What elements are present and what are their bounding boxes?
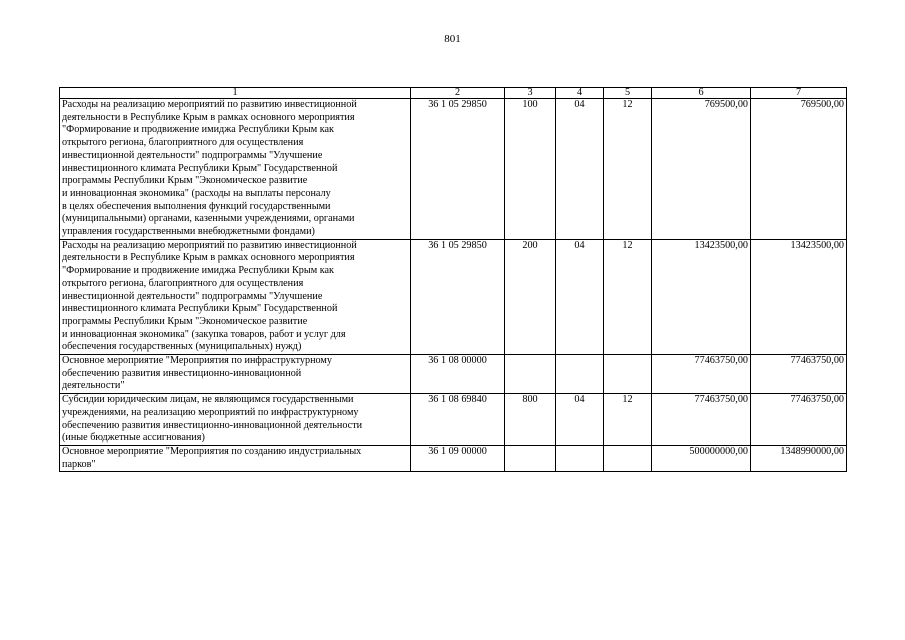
row-amount-7: 77463750,00 bbox=[751, 355, 847, 394]
row-col-3: 200 bbox=[505, 239, 556, 354]
row-amount-7: 77463750,00 bbox=[751, 394, 847, 446]
row-code: 36 1 09 00000 bbox=[411, 445, 505, 471]
table-row bbox=[60, 239, 847, 354]
page-number: 801 bbox=[444, 33, 461, 45]
row-col-4: 04 bbox=[556, 99, 604, 240]
description-line: программы Республики Крым "Экономическое развитие bbox=[62, 315, 308, 327]
description-line: открытого региона, благоприятного для осуществления bbox=[62, 277, 304, 289]
header-col-7: 7 bbox=[751, 88, 847, 99]
row-amount-7: 1348990000,00 bbox=[751, 445, 847, 471]
description-line: в целях обеспечения выполнения функций государственными bbox=[62, 200, 331, 212]
row-col-4: 04 bbox=[556, 239, 604, 354]
row-description bbox=[60, 445, 411, 471]
row-code: 36 1 05 29850 bbox=[411, 239, 505, 354]
description-line: и инновационная экономика" (расходы на выплаты персоналу bbox=[62, 187, 331, 199]
description-line: Расходы на реализацию мероприятий по развитию инвестиционной bbox=[62, 239, 357, 251]
description-line: открытого региона, благоприятного для осуществления bbox=[62, 137, 304, 149]
table-row bbox=[60, 445, 847, 471]
header-col-3: 3 bbox=[505, 88, 556, 99]
header-col-5: 5 bbox=[604, 88, 652, 99]
row-col-3 bbox=[505, 445, 556, 471]
header-col-1: 1 bbox=[60, 88, 411, 99]
description-line: обеспечению развития инвестиционно-инновационной bbox=[62, 367, 302, 379]
table-row bbox=[60, 355, 847, 394]
row-amount-6: 77463750,00 bbox=[652, 394, 751, 446]
row-description bbox=[60, 355, 411, 394]
description-line: парков" bbox=[62, 458, 96, 470]
row-code: 36 1 08 00000 bbox=[411, 355, 505, 394]
row-description bbox=[60, 99, 411, 240]
row-description bbox=[60, 394, 411, 446]
description-line: (иные бюджетные ассигнования) bbox=[62, 432, 205, 444]
row-amount-7: 769500,00 bbox=[751, 99, 847, 240]
row-col-5: 12 bbox=[604, 394, 652, 446]
row-amount-6: 77463750,00 bbox=[652, 355, 751, 394]
row-col-4 bbox=[556, 445, 604, 471]
row-amount-6: 500000000,00 bbox=[652, 445, 751, 471]
description-line: деятельности в Республике Крым в рамках основного мероприятия bbox=[62, 252, 355, 264]
description-line: Основное мероприятие "Мероприятия по инфраструктурному bbox=[62, 355, 332, 367]
row-col-4: 04 bbox=[556, 394, 604, 446]
description-line: Основное мероприятие "Мероприятия по созданию индустриальных bbox=[62, 445, 362, 457]
budget-table bbox=[59, 87, 847, 472]
header-col-2: 2 bbox=[411, 88, 505, 99]
row-description bbox=[60, 239, 411, 354]
row-col-3 bbox=[505, 355, 556, 394]
description-line: инвестиционного климата Республики Крым" Государственной bbox=[62, 162, 338, 174]
row-col-5: 12 bbox=[604, 99, 652, 240]
table-row bbox=[60, 394, 847, 446]
description-line: (муниципальными) органами, казенными учреждениями, органами bbox=[62, 213, 355, 225]
description-line: деятельности" bbox=[62, 380, 125, 392]
row-col-3: 800 bbox=[505, 394, 556, 446]
row-amount-7: 13423500,00 bbox=[751, 239, 847, 354]
description-line: инвестиционной деятельности" подпрограммы "Улучшение bbox=[62, 149, 323, 161]
row-code: 36 1 08 69840 bbox=[411, 394, 505, 446]
description-line: инвестиционного климата Республики Крым" Государственной bbox=[62, 303, 338, 315]
description-line: и инновационная экономика" (закупка товаров, работ и услуг для bbox=[62, 328, 346, 340]
row-code: 36 1 05 29850 bbox=[411, 99, 505, 240]
description-line: Субсидии юридическим лицам, не являющимся государственными bbox=[62, 394, 354, 406]
description-line: управления государственными внебюджетными фондами) bbox=[62, 226, 315, 238]
header-row bbox=[60, 88, 847, 99]
row-col-3: 100 bbox=[505, 99, 556, 240]
description-line: инвестиционной деятельности" подпрограммы "Улучшение bbox=[62, 290, 323, 302]
row-col-5: 12 bbox=[604, 239, 652, 354]
description-line: обеспечения государственных (муниципальных) нужд) bbox=[62, 341, 302, 353]
row-col-5 bbox=[604, 445, 652, 471]
row-col-4 bbox=[556, 355, 604, 394]
table-row bbox=[60, 99, 847, 240]
description-line: учреждениями, на реализацию мероприятий по инфраструктурному bbox=[62, 406, 359, 418]
description-line: обеспечению развития инвестиционно-инновационной деятельности bbox=[62, 419, 363, 431]
description-line: программы Республики Крым "Экономическое развитие bbox=[62, 175, 308, 187]
description-line: Расходы на реализацию мероприятий по развитию инвестиционной bbox=[62, 99, 357, 110]
header-col-6: 6 bbox=[652, 88, 751, 99]
row-col-5 bbox=[604, 355, 652, 394]
row-amount-6: 769500,00 bbox=[652, 99, 751, 240]
description-line: "Формирование и продвижение имиджа Республики Крым как bbox=[62, 265, 334, 277]
description-line: деятельности в Республике Крым в рамках основного мероприятия bbox=[62, 111, 355, 123]
description-line: "Формирование и продвижение имиджа Республики Крым как bbox=[62, 124, 334, 136]
row-amount-6: 13423500,00 bbox=[652, 239, 751, 354]
header-col-4: 4 bbox=[556, 88, 604, 99]
